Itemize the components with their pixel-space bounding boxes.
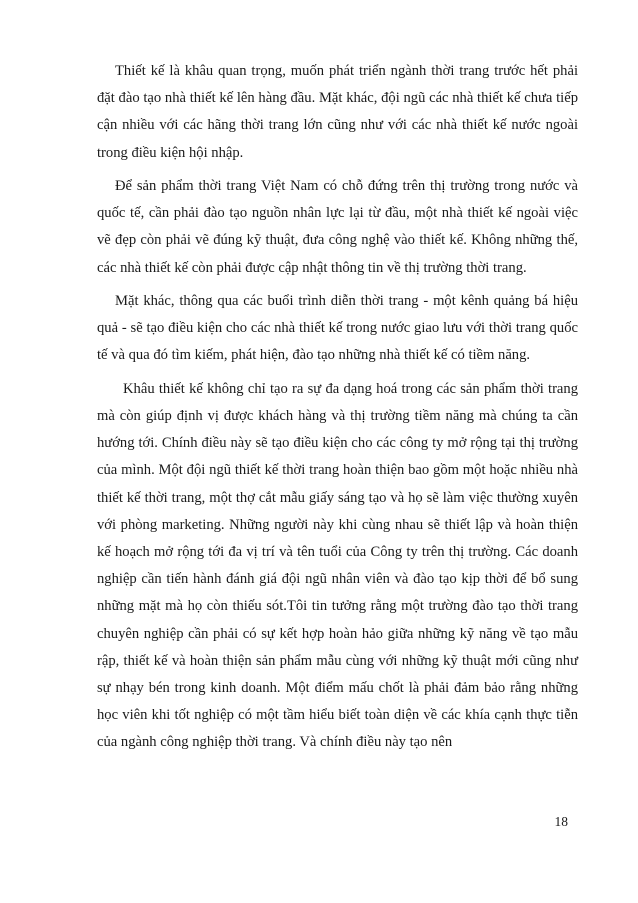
paragraph-3: Mặt khác, thông qua các buổi trình diễn thời trang - một kênh quảng bá hiệu quả - sẽ tạo điều kiện cho các nhà thiết kế trong nước giao lưu với thời trang quốc tế và qua đó tìm kiếm, phát hiện, đào tạo những nhà thiết kế có tiềm năng. xyxy=(97,293,578,364)
paragraph-1: Thiết kế là khâu quan trọng, muốn phát triển ngành thời trang trước hết phải đặt đào tạo nhà thiết kế lên hàng đầu. Mặt khác, đội ngũ các nhà thiết kế chưa tiếp cận nhiều với các hãng thời trang lớn cũng như với các nhà thiết kế nước ngoài trong điều kiện hội nhập. xyxy=(97,63,578,161)
page-number: 18 xyxy=(554,814,568,829)
paragraph-2: Để sản phẩm thời trang Việt Nam có chỗ đứng trên thị trường trong nước và quốc tế, cần phải đào tạo nguồn nhân lực lại từ đầu, một nhà thiết kế ngoài việc vẽ đẹp còn phải vẽ đúng kỹ thuật, đưa công nghệ vào thiết kế. Không những thế, các nhà thiết kế còn phải được cập nhật thông tin về thị trường thời trang. xyxy=(97,178,578,276)
paragraph-4: Khâu thiết kế không chỉ tạo ra sự đa dạng hoá trong các sản phẩm thời trang mà còn giúp định vị được khách hàng và thị trường tiềm năng mà chúng ta cần hướng tới. Chính điều này sẽ tạo điều kiện cho các công ty mở rộng tại thị trường của mình. Một đội ngũ thiết kế thời trang hoàn thiện bao gồm một hoặc nhiều nhà thiết kế thời trang, một thợ cắt mẫu giấy sáng tạo và họ sẽ làm việc thường xuyên với phòng marketing. Những người này khi cùng nhau sẽ thiết lập và hoàn thiện kế hoạch mở rộng tới đa vị trí và tên tuổi của Công ty trên thị trường. Các doanh nghiệp cần tiến hành đánh giá đội ngũ nhân viên và đào tạo kịp thời để bổ sung những mặt mà họ còn thiếu sót.Tôi tin tưởng rằng một trường đào tạo thời trang chuyên nghiệp cần phải có sự kết hợp hoàn hảo giữa những kỹ năng về tạo mẫu rập, thiết kế và hoàn thiện sản phẩm mẫu cùng với những kỹ thuật mới cũng như sự nhạy bén trong kinh doanh. Một điểm mấu chốt là phải đảm bảo rằng những học viên khi tốt nghiệp có một tầm hiểu biết toàn diện về các khía cạnh thực tiễn của ngành công nghiệp thời trang. Và chính điều này tạo nên xyxy=(97,380,578,751)
document-page xyxy=(97,58,578,757)
